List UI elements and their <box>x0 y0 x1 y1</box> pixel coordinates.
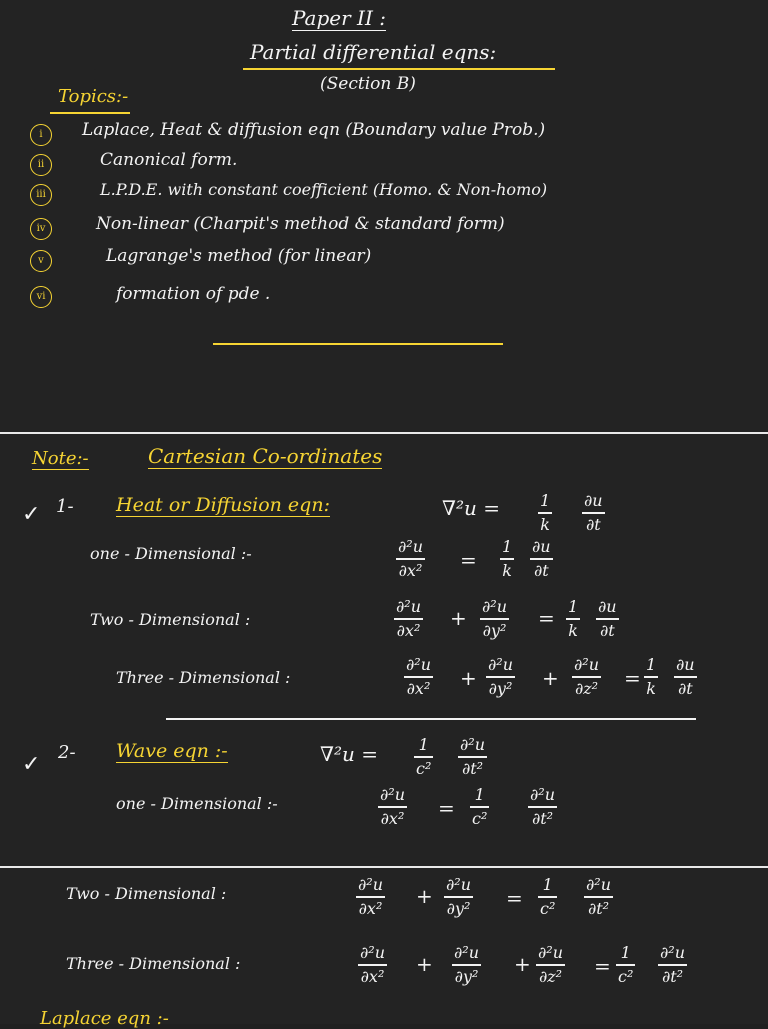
fraction: ∂²u ∂x² <box>406 655 431 698</box>
plus-sign: + <box>542 666 559 690</box>
fraction: ∂²u ∂t² <box>530 785 555 828</box>
heat-number: 1- <box>56 496 74 517</box>
plus-sign: + <box>460 666 477 690</box>
fraction: ∂²u ∂t² <box>460 735 485 778</box>
topic-item: L.P.D.E. with constant coefficient (Homo. & Non-homo) <box>100 180 548 199</box>
topic-number: ii <box>30 154 52 176</box>
fraction: 1 c² <box>472 785 488 828</box>
section-divider <box>213 343 503 345</box>
equals-sign: = <box>538 606 555 630</box>
subject-underline <box>243 68 555 70</box>
fraction: ∂²u ∂y² <box>488 655 513 698</box>
paper-title: Paper II : <box>292 6 386 30</box>
fraction: ∂²u ∂z² <box>538 943 563 986</box>
plus-sign: + <box>514 952 531 976</box>
notes-panel-topics <box>0 0 768 432</box>
heat-laplacian: ∇²u = <box>442 496 500 520</box>
plus-sign: + <box>416 952 433 976</box>
note-label: Note:- <box>32 448 89 469</box>
check-icon: ✓ <box>22 752 41 777</box>
subject-title: Partial differential eqns: <box>250 40 497 64</box>
fraction: ∂²u ∂t² <box>586 875 611 918</box>
fraction: 1 k <box>540 491 551 534</box>
equals-sign: = <box>460 548 477 572</box>
topic-number: vi <box>30 286 52 308</box>
wave-laplacian: ∇²u = <box>320 742 378 766</box>
fraction: ∂²u ∂x² <box>398 537 423 580</box>
topic-item: formation of pde . <box>116 284 271 304</box>
heat-title: Heat or Diffusion eqn: <box>116 494 330 516</box>
section-label: (Section B) <box>320 74 416 94</box>
equals-sign: = <box>438 796 455 820</box>
fraction: ∂²u ∂z² <box>574 655 599 698</box>
fraction: ∂²u ∂y² <box>482 597 507 640</box>
wave-title: Wave eqn :- <box>116 740 228 762</box>
plus-sign: + <box>416 884 433 908</box>
fraction: 1 c² <box>416 735 432 778</box>
coords-heading: Cartesian Co-ordinates <box>148 444 383 468</box>
fraction: ∂u ∂t <box>532 537 551 580</box>
laplace-heading-partial: Laplace eqn :- <box>40 1008 169 1029</box>
check-icon: ✓ <box>22 502 41 527</box>
topic-number: v <box>30 250 52 272</box>
topic-number: iii <box>30 184 52 206</box>
wave-3d-label: Three - Dimensional : <box>66 954 241 973</box>
fraction: ∂u ∂t <box>676 655 695 698</box>
wave-1d-label: one - Dimensional :- <box>116 794 278 813</box>
wave-2d-label: Two - Dimensional : <box>66 884 227 903</box>
plus-sign: + <box>450 606 467 630</box>
topic-number: i <box>30 124 52 146</box>
fraction: 1 c² <box>618 943 634 986</box>
topic-item: Lagrange's method (for linear) <box>106 246 372 266</box>
fraction: ∂²u ∂x² <box>358 875 383 918</box>
fraction: ∂²u ∂y² <box>446 875 471 918</box>
fraction: 1 k <box>502 537 513 580</box>
fraction: ∂²u ∂x² <box>380 785 405 828</box>
topic-number: iv <box>30 218 52 240</box>
fraction: ∂²u ∂y² <box>454 943 479 986</box>
fraction: ∂²u ∂t² <box>660 943 685 986</box>
fraction: 1 k <box>646 655 657 698</box>
heat-3d-label: Three - Dimensional : <box>116 668 291 687</box>
fraction: ∂²u ∂x² <box>360 943 385 986</box>
equals-sign: = <box>506 886 523 910</box>
equals-sign: = <box>594 954 611 978</box>
topic-item: Non-linear (Charpit's method & standard form) <box>96 214 505 234</box>
equals-sign: = <box>624 666 641 690</box>
fraction: ∂u ∂t <box>584 491 603 534</box>
fraction: ∂u ∂t <box>598 597 617 640</box>
heat-2d-label: Two - Dimensional : <box>90 610 251 629</box>
fraction: 1 k <box>568 597 579 640</box>
heat-1d-label: one - Dimensional :- <box>90 544 252 563</box>
notes-panel-equations <box>0 434 768 866</box>
notes-panel-wave-cont <box>0 868 768 1029</box>
heat-divider <box>166 718 696 720</box>
topic-item: Canonical form. <box>100 150 238 170</box>
wave-number: 2- <box>58 742 76 763</box>
topics-label: Topics:- <box>58 86 129 107</box>
topic-item: Laplace, Heat & diffusion eqn (Boundary value Prob.) <box>82 120 546 140</box>
fraction: 1 c² <box>540 875 556 918</box>
topics-underline <box>50 112 130 114</box>
fraction: ∂²u ∂x² <box>396 597 421 640</box>
